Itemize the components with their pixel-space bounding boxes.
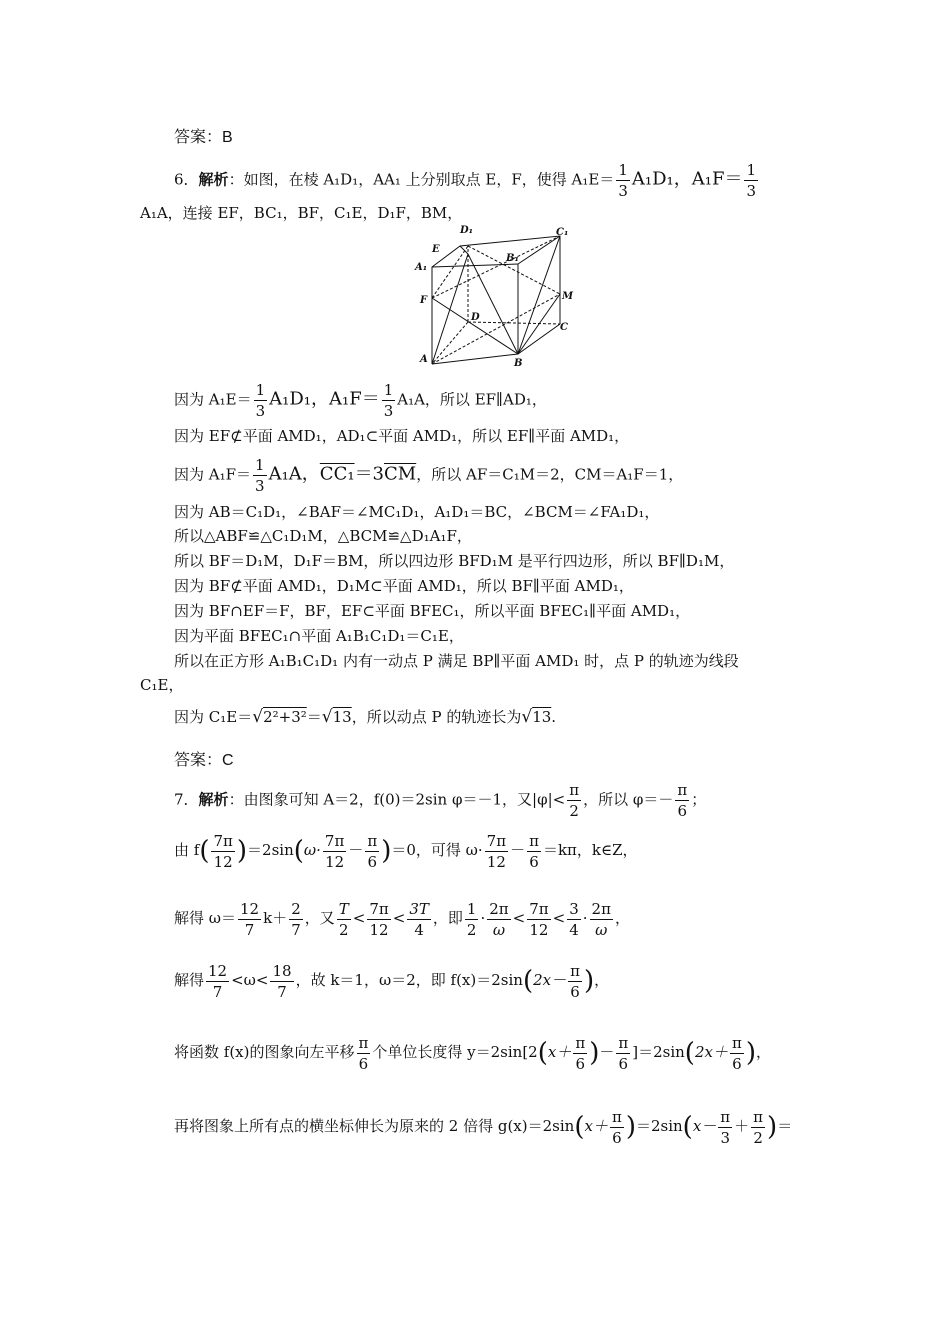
q6-line-4: 因为 EF⊄平面 AMD₁，AD₁⊂平面 AMD₁，所以 EF∥平面 AMD₁， [174, 427, 630, 445]
label-b: B [514, 358, 523, 369]
answer-b: 答案：B [174, 129, 233, 146]
cube-figure [410, 224, 580, 374]
cube-outline [432, 236, 560, 364]
fraction: $\frac{1}{3}$ [255, 381, 266, 420]
q6-line-8: 所以 BF＝D₁M，D₁F＝BM，所以四边形 BFD₁M 是平行四边形，所以 BF∥D₁M， [174, 552, 735, 570]
q6-line-11: 因为平面 BFEC₁∩平面 A₁B₁C₁D₁＝C₁E， [174, 627, 464, 645]
fraction: $\frac{\pi}{3}$ [720, 1107, 731, 1147]
q6-line-9: 因为 BF⊄平面 AMD₁，D₁M⊂平面 AMD₁，所以 BF∥平面 AMD₁， [174, 577, 634, 595]
label-b1: B₁ [506, 253, 519, 264]
q7-line-4: 解得 $\frac{12}{7}$ <ω< $\frac{18}{7}$ ，故 k＝1，ω＝2，即 f(x)＝2sin(2x－ $\frac{\pi}{6}$ )， [174, 961, 610, 1001]
q7-line-6: 再将图象上所有点的横坐标伸长为原来的 2 倍得 g(x)＝2sin(x＋ $\frac{\pi}{6}$ )＝2sin(x－ $\frac{\pi}{3}$ ＋ $\frac{\pi}{2}$ )＝ [174, 1107, 793, 1147]
fraction: $\frac{\pi}{6}$ [611, 1107, 622, 1147]
q6-line-14: 因为 C₁E＝√2²+3²＝√13，所以动点 P 的轨迹长为√13. [174, 707, 557, 727]
q6-line-7: 所以△ABF≌△C₁D₁M，△BCM≌△D₁A₁F， [174, 527, 472, 545]
q6-text-2: A₁D₁，A₁F＝ [631, 168, 743, 190]
label-a1: A₁ [415, 262, 428, 273]
q6-number: 6． [174, 170, 199, 189]
fraction: $\frac{2\pi}{\omega}$ [489, 899, 509, 939]
label-d: D [471, 312, 480, 323]
q6-line-12: 所以在正方形 A₁B₁C₁D₁ 内有一动点 P 满足 BP∥平面 AMD₁ 时，点 P 的轨迹为线段 [174, 652, 739, 670]
q6-line-10: 因为 BF∩EF＝F，BF，EF⊂平面 BFEC₁，所以平面 BFEC₁∥平面 AMD₁， [174, 602, 691, 620]
q6-line-13: C₁E， [140, 676, 184, 694]
fraction: $\frac{1}{3}$ [255, 456, 265, 495]
fraction: $\frac{T}{2}$ [338, 899, 349, 939]
vector-cm: $\overline{CM}$ [384, 463, 417, 485]
label-c1: C₁ [556, 227, 569, 238]
label-f: F [420, 295, 428, 306]
vector-cc1: CC₁ [319, 463, 355, 485]
label-a: A [420, 354, 428, 365]
fraction: $\frac{7\pi}{12}$ [324, 831, 345, 871]
q7-line-5: 将函数 f(x)的图象向左平移 $\frac{\pi}{6}$ 个单位长度得 y＝2sin[2(x＋ $\frac{\pi}{6}$ )－ $\frac{\pi}{6}$ ]＝2sin(2x＋ $\frac{\pi}{6}$ )， [174, 1033, 771, 1073]
label-m: M [562, 291, 574, 302]
fraction: $\frac{\pi}{2}$ [569, 781, 580, 820]
fraction: $\frac{\pi}{6}$ [618, 1033, 629, 1073]
q6-line-3: 因为 A₁E＝ $\frac{1}{3}$ A₁D₁，A₁F＝ $\frac{1}{3}$ A₁A，所以 EF∥AD₁， [174, 381, 547, 420]
q6-text: ：如图，在棱 A₁D₁，AA₁ 上分别取点 E，F，使得 A₁E＝ [228, 170, 615, 189]
radicand: 2²+3² [263, 708, 307, 726]
fraction: $\frac{\pi}{6}$ [367, 831, 378, 871]
q7-label: 解析 [198, 790, 229, 809]
fraction: $\frac{2\pi}{\omega}$ [591, 899, 611, 939]
fraction: $\frac{\pi}{6}$ [529, 831, 539, 871]
label-d1: D₁ [460, 225, 474, 236]
q6-label: 解析 [198, 170, 229, 189]
label-c: C [560, 322, 568, 333]
fraction: $\frac{\pi}{2}$ [753, 1107, 764, 1147]
fraction: $\frac{\pi}{6}$ [575, 1033, 586, 1073]
fraction: $\frac{12}{7}$ [240, 899, 260, 939]
fraction: $\frac{3T}{4}$ [409, 899, 429, 939]
radicand: 13 [532, 708, 552, 726]
fraction: $\frac{2}{7}$ [291, 899, 301, 939]
fraction: $\frac{18}{7}$ [272, 961, 292, 1001]
q7-line-1: 7．解析：由图象可知 A＝2，f(0)＝2sin φ＝－1，又|φ|< $\frac{\pi}{2}$ ，所以 φ＝－ $\frac{\pi}{6}$ ； [174, 781, 707, 820]
fraction: $\frac{3}{4}$ [569, 899, 579, 939]
fraction: $\frac{1}{2}$ [466, 899, 477, 939]
fraction: $\frac{\pi}{6}$ [731, 1033, 742, 1073]
answer-c: 答案：C [174, 752, 234, 769]
fraction: $\frac{1}{3}$ [746, 161, 757, 200]
q6-line-6: 因为 AB＝C₁D₁，∠BAF＝∠MC₁D₁，A₁D₁＝BC，∠BCM＝∠FA₁D₁， [174, 503, 660, 521]
radicand: 13 [332, 708, 352, 726]
fraction: $\frac{7\pi}{12}$ [369, 899, 389, 939]
fraction: $\frac{7\pi}{12}$ [486, 831, 507, 871]
fraction: $\frac{12}{7}$ [208, 961, 228, 1001]
fraction: $\frac{1}{3}$ [383, 381, 394, 420]
label-e: E [432, 244, 440, 255]
q7-line-2: 由 f( $\frac{7\pi}{12}$ )＝2sin(ω· $\frac{7\pi}{12}$ － $\frac{\pi}{6}$ )＝0，可得 ω· $\frac{7\pi}{12}$ － $\frac{\pi}{6}$ ＝kπ，k∈Z， [174, 831, 638, 871]
q6-line-5: 因为 A₁F＝ $\frac{1}{3}$ A₁A，$CC_1=3\overline{CM}$，所以 AF＝C₁M＝2，CM＝A₁F＝1， [174, 456, 684, 495]
fraction: $\frac{\pi}{6}$ [570, 961, 580, 1001]
fraction: $\frac{\pi}{6}$ [358, 1033, 369, 1073]
fraction: $\frac{1}{3}$ [618, 161, 628, 200]
fraction: $\frac{\pi}{6}$ [677, 781, 688, 820]
q7-line-3: 解得 ω＝ $\frac{12}{7}$ k＋ $\frac{2}{7}$ ，又 $\frac{T}{2}$ < $\frac{7\pi}{12}$ < $\frac{3T}{4}$ ，即 $\frac{1}{2}$ · $\frac{2\pi}{\omega}$ < $\frac{7\pi}{12}$ < $\frac{3}{4}$ · $\frac{2\pi}{\omega}$ ， [174, 899, 630, 939]
q6-line-2: A₁A，连接 EF，BC₁，BF，C₁E，D₁F，BM， [140, 204, 463, 222]
q6-line-1 [174, 160, 760, 201]
fraction: $\frac{7\pi}{12}$ [529, 899, 549, 939]
fraction: $\frac{7\pi}{12}$ [213, 831, 233, 871]
